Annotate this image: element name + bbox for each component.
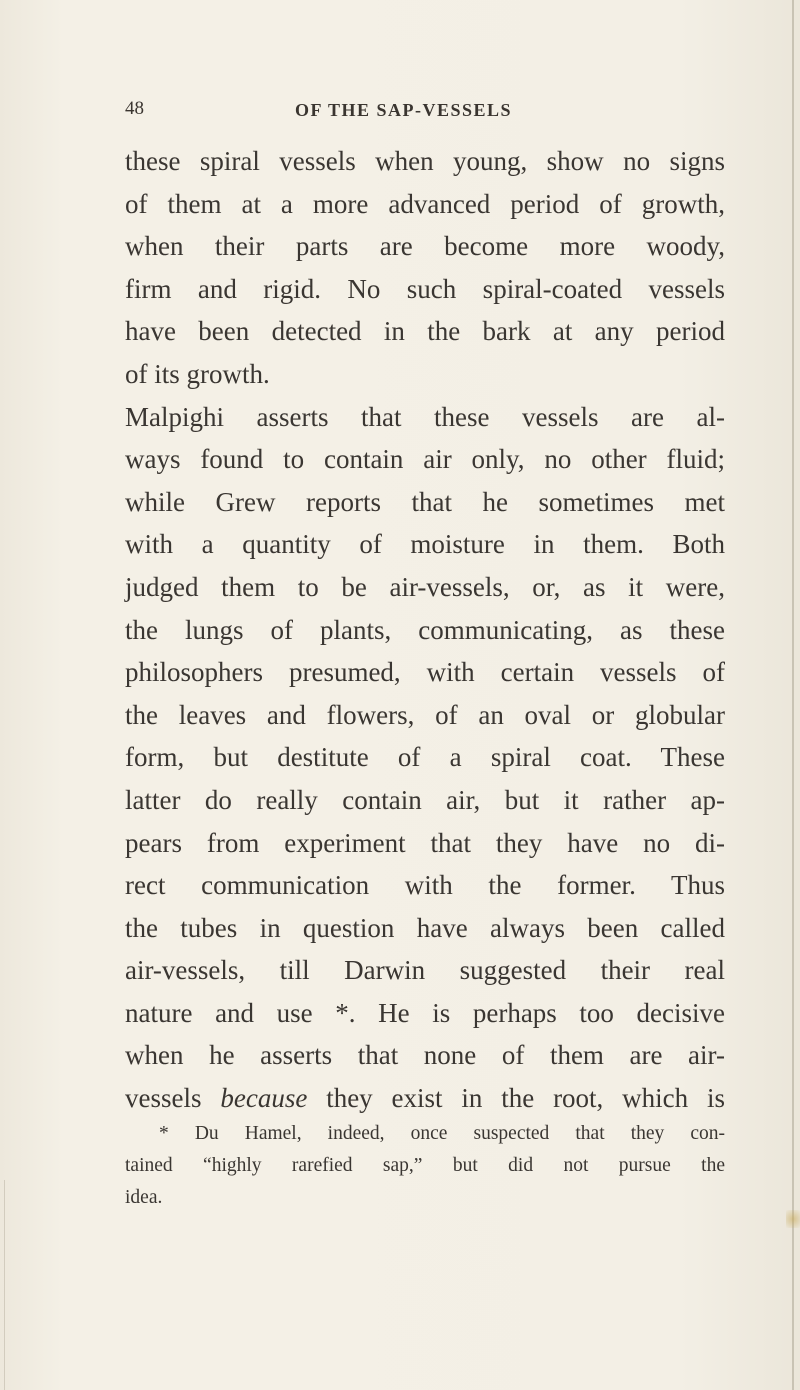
text-line: when their parts are become more woody,: [125, 231, 725, 262]
footnote-line: idea.: [125, 1187, 163, 1208]
text-line: firm and rigid. No such spiral-coated vessels: [125, 273, 725, 304]
text-fragment: vessels: [125, 1083, 202, 1114]
text-line: with a quantity of moisture in them. Both: [125, 529, 725, 560]
text-line: nature and use *. He is perhaps too decisive: [125, 997, 725, 1028]
text-line: of its growth.: [125, 358, 270, 389]
text-line: latter do really contain air, but it rather ap-: [125, 784, 725, 815]
footnote: [125, 1118, 725, 1214]
text-line: the lungs of plants, communicating, as these: [125, 614, 725, 645]
page-edge-left: [4, 1180, 5, 1390]
emphasis-because: because: [220, 1083, 308, 1114]
footnote-line: tained “highly rarefied sap,” but did not pursue the: [125, 1155, 725, 1176]
page-edge-right: [792, 0, 794, 1390]
text-fragment: they exist in the root, which is: [326, 1083, 726, 1114]
text-line: form, but destitute of a spiral coat. These: [125, 742, 725, 773]
text-line: these spiral vessels when young, show no signs: [125, 146, 725, 176]
text-line: have been detected in the bark at any period: [125, 316, 725, 347]
running-title: OF THE SAP-VESSELS: [295, 100, 513, 120]
text-line: judged them to be air-vessels, or, as it were,: [125, 571, 725, 602]
text-line: pears from experiment that they have no di-: [125, 827, 725, 858]
text-line: air-vessels, till Darwin suggested their real: [125, 955, 725, 986]
text-line: the leaves and flowers, of an oval or globular: [125, 699, 725, 730]
text-line: when he asserts that none of them are air-: [125, 1040, 725, 1071]
page-number: 48: [125, 98, 144, 119]
text-line: rect communication with the former. Thus: [125, 870, 725, 901]
page-header: [125, 98, 725, 128]
text-line: [125, 1077, 725, 1120]
text-line: of them at a more advanced period of growth,: [125, 188, 725, 219]
paper-stain: [786, 1210, 800, 1228]
body-text: [125, 140, 725, 1120]
text-line: Malpighi asserts that these vessels are al-: [125, 401, 725, 432]
footnote-line: * Du Hamel, indeed, once suspected that they con-: [159, 1123, 725, 1144]
text-line: the tubes in question have always been called: [125, 912, 725, 943]
text-line: while Grew reports that he sometimes met: [125, 486, 725, 517]
text-line: ways found to contain air only, no other fluid;: [125, 444, 725, 475]
text-line: philosophers presumed, with certain vessels of: [125, 657, 725, 688]
